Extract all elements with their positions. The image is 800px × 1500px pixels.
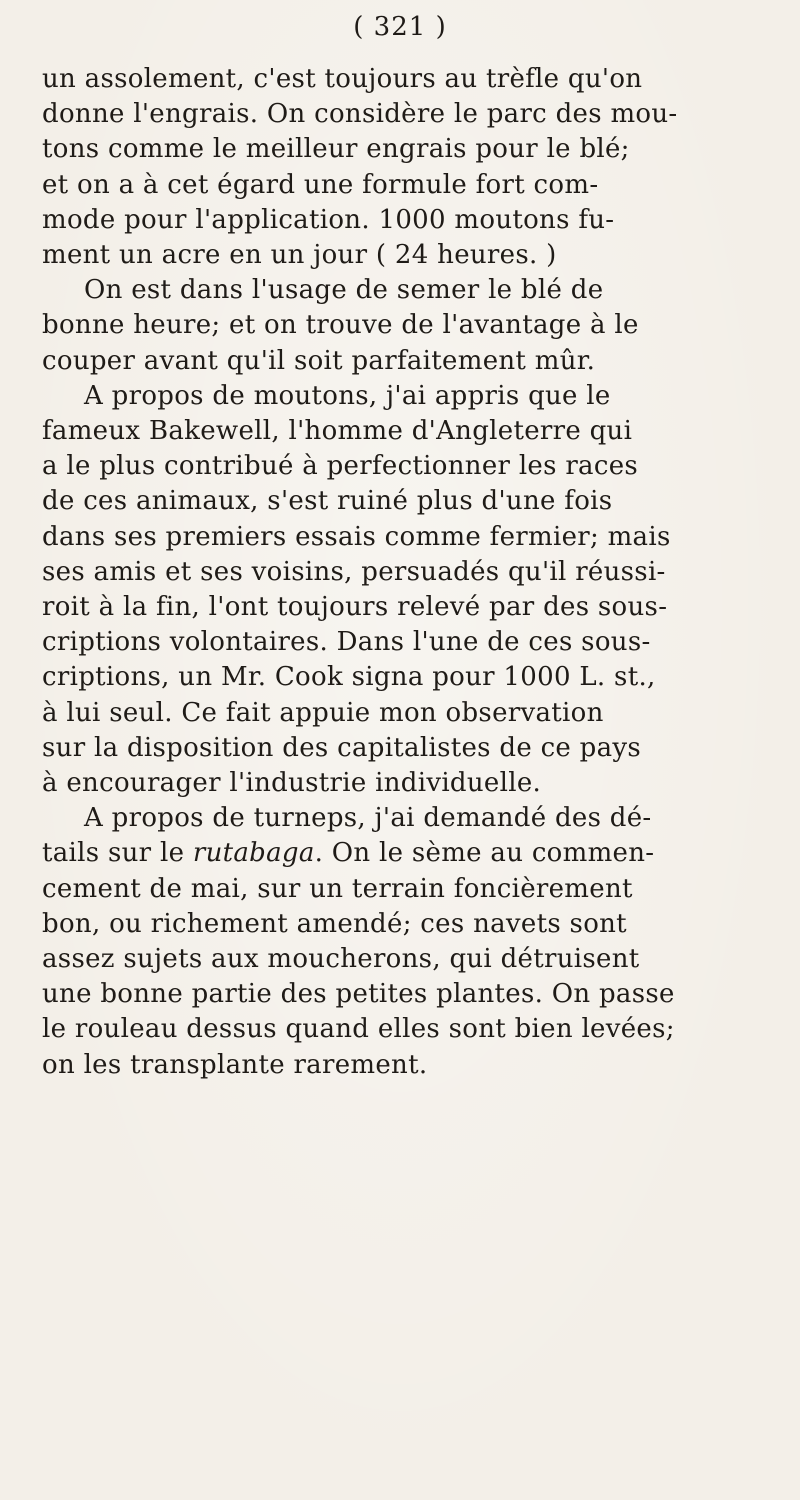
paragraph-start-line: On est dans l'usage de semer le blé de xyxy=(84,275,604,306)
text-line-with-italic xyxy=(42,836,782,871)
italic-term: rutabaga xyxy=(192,838,315,869)
text-line: sur la disposition des capitalistes de ce pays xyxy=(42,732,642,763)
text-segment: tails sur le xyxy=(42,838,193,869)
page-number: ( 321 ) xyxy=(353,12,447,42)
text-line: assez sujets aux moucherons, qui détruisent xyxy=(42,944,640,975)
text-line: criptions, un Mr. Cook signa pour 1000 L. st., xyxy=(42,662,656,693)
text-line: un assolement, c'est toujours au trèfle qu'on xyxy=(42,64,643,94)
body-text xyxy=(42,62,782,1083)
text-line: à encourager l'industrie individuelle. xyxy=(42,768,542,799)
text-line: de ces animaux, s'est ruiné plus d'une fois xyxy=(42,486,613,517)
text-line: fameux Bakewell, l'homme d'Angleterre qui xyxy=(42,416,633,447)
text-line: couper avant qu'il soit parfaitement mûr. xyxy=(42,345,596,376)
text-line: a le plus contribué à perfectionner les races xyxy=(42,451,639,482)
text-line: dans ses premiers essais comme fermier; mais xyxy=(42,521,671,552)
paragraph-start-line: A propos de turneps, j'ai demandé des dé- xyxy=(84,803,652,834)
text-line: donne l'engrais. On considère le parc des mou- xyxy=(42,99,678,130)
text-line: et on a à cet égard une formule fort com- xyxy=(42,169,599,200)
text-segment: . On le sème au commen- xyxy=(314,838,655,869)
paragraph-start-line: A propos de moutons, j'ai appris que le xyxy=(84,380,611,411)
text-line: tons comme le meilleur engrais pour le blé; xyxy=(42,134,630,165)
text-line: roit à la fin, l'ont toujours relevé par des sous- xyxy=(42,592,668,623)
text-line: bon, ou richement amendé; ces navets sont xyxy=(42,908,627,939)
text-line: cement de mai, sur un terrain foncièrement xyxy=(42,873,633,904)
text-line: une bonne partie des petites plantes. On passe xyxy=(42,979,675,1010)
text-line: bonne heure; et on trouve de l'avantage à le xyxy=(42,310,639,341)
text-line: ses amis et ses voisins, persuadés qu'il réussi- xyxy=(42,556,666,587)
text-line: on les transplante rarement. xyxy=(42,1049,428,1080)
text-line: à lui seul. Ce fait appuie mon observation xyxy=(42,697,604,728)
text-line: mode pour l'application. 1000 moutons fu- xyxy=(42,204,615,235)
text-line: ment un acre en un jour ( 24 heures. ) xyxy=(42,240,557,271)
text-line: criptions volontaires. Dans l'une de ces sous- xyxy=(42,627,651,658)
text-line: le rouleau dessus quand elles sont bien levées; xyxy=(42,1014,675,1045)
